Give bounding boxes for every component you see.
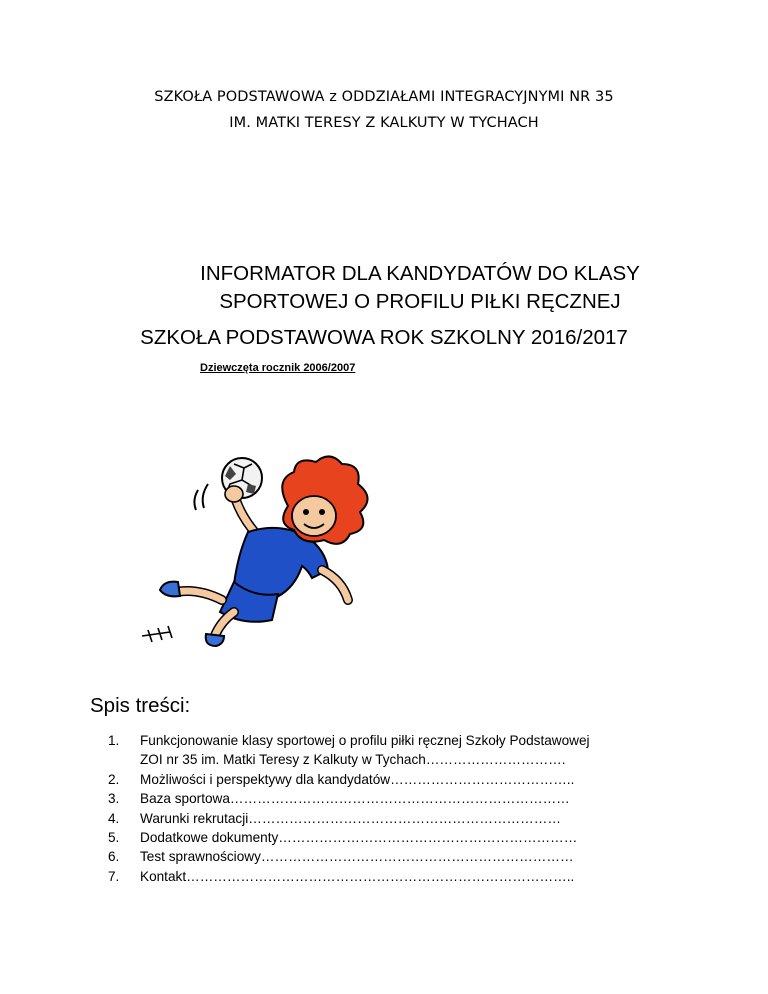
toc-item-number: 2.	[108, 771, 120, 787]
cohort-label: Dziewczęta rocznik 2006/2007	[200, 362, 356, 374]
toc-item	[108, 847, 668, 866]
toc-item	[108, 731, 668, 770]
document-title-line-2: SPORTOWEJ O PROFILU PIŁKI RĘCZNEJ	[219, 290, 621, 313]
toc-item-number: 5.	[108, 830, 120, 846]
document-title-line-1: INFORMATOR DLA KANDYDATÓW DO KLASY	[200, 262, 640, 285]
toc-item-text: Kontakt…………………………………………………………………………..	[140, 868, 575, 884]
school-header-line-2: IM. MATKI TERESY Z KALKUTY W TYCHACH	[229, 115, 539, 131]
toc-item	[108, 789, 668, 808]
toc-item-number: 3.	[108, 791, 120, 807]
toc-item-number: 4.	[108, 810, 120, 826]
toc-item-text: Funkcjonowanie klasy sportowej o profilu piłki ręcznej Szkoły Podstawowej	[140, 733, 590, 748]
toc-item-text-continued: ZOI nr 35 im. Matki Teresy z Kalkuty w Tychach………………………….	[140, 752, 566, 768]
toc-item-text: Test sprawnościowy……………………………………………………………	[140, 849, 574, 865]
toc-item-text: Dodatkowe dokumenty…………………………………………………………	[140, 830, 578, 846]
toc-heading: Spis treści:	[90, 694, 191, 717]
toc-item	[108, 828, 668, 847]
toc-item	[108, 809, 668, 828]
toc-item-text: Możliwości i perspektywy dla kandydatów…………………………………..	[140, 771, 575, 787]
table-of-contents	[108, 731, 668, 886]
handball-player-icon	[138, 450, 378, 650]
toc-item	[108, 867, 668, 886]
school-year-subtitle: SZKOŁA PODSTAWOWA ROK SZKOLNY 2016/2017	[140, 326, 628, 349]
toc-item-number: 7.	[108, 868, 120, 884]
school-header-line-1: SZKOŁA PODSTAWOWA z ODDZIAŁAMI INTEGRACYJNYMI NR 35	[154, 89, 614, 105]
toc-item-number: 6.	[108, 849, 120, 865]
handball-player-illustration	[138, 450, 378, 655]
document-title	[120, 260, 720, 316]
toc-item	[108, 770, 668, 789]
toc-item-text: Warunki rekrutacji……………………………………………………………	[140, 810, 561, 826]
toc-item-text: Baza sportowa…………………………………………………………………	[140, 791, 570, 807]
toc-item-number: 1.	[108, 733, 120, 748]
school-header	[0, 84, 768, 136]
